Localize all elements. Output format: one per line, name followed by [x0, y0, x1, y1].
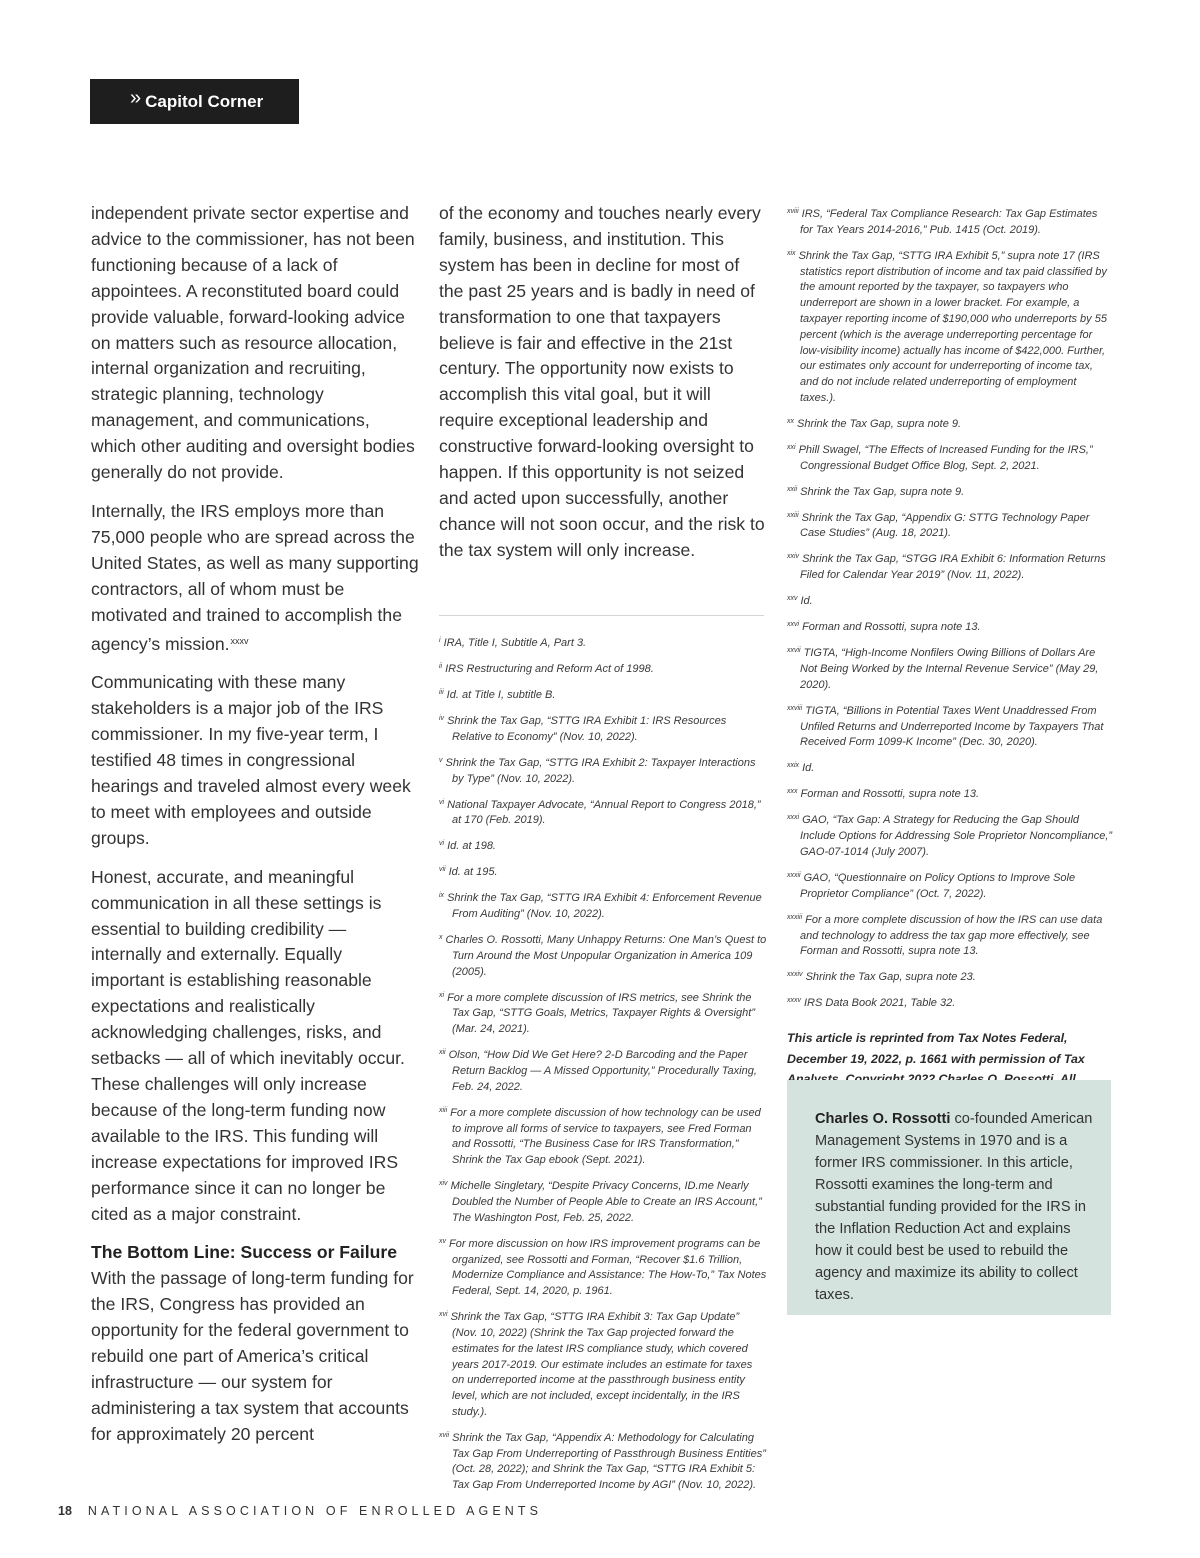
body-paragraph: [91, 201, 419, 486]
page-footer: [58, 1501, 542, 1521]
section-tag-label: Capitol Corner: [145, 91, 264, 111]
reprint-notice: This article is reprinted from Tax Notes Federal, December 19, 2022, p. 1661 with permission of Tax: [787, 1031, 1085, 1066]
footnote-marker: x: [439, 934, 443, 942]
footnote-text: Shrink the Tax Gap, supra note 9.: [800, 485, 965, 498]
footnote-marker: xxxv: [787, 997, 801, 1005]
footnote: [439, 633, 767, 652]
footnote-text: Id. at 195.: [448, 866, 498, 879]
footnote-marker: xxiv: [787, 553, 800, 561]
footnote: [787, 591, 1113, 610]
footnote-text: Shrink the Tax Gap, “STGG IRA Exhibit 6: Information Returns Filed for Calendar Year 2019” (Nov. 11, 2022).: [800, 553, 1106, 582]
footnote-marker: iii: [439, 688, 444, 696]
footnote-marker: xxxii: [787, 871, 801, 879]
footnote-text: Shrink the Tax Gap, “Appendix A: Methodology for Calculating Tax Gap From Underreporting of Passthrough Business Entities” (Oct. 28, 2022); and Shrink the Tax Gap, “STTG IRA Exhibit 5: Tax Gap From Underreported Income by AGI” (Nov. 10, 2022).: [452, 1431, 766, 1492]
footnote: [787, 784, 1113, 803]
footnote: [787, 868, 1113, 903]
footnote-text: Shrink the Tax Gap, “STTG IRA Exhibit 3: Tax Gap Update” (Nov. 10, 2022) (Shrink the Tax Gap projected forward the estimates for the latest IRS compliance study, which covered years 2017-2019. Our estimate includes an estimate for taxes on underreported income at the passthrough business entity level, which are not included, except incidentally, in the IRS study.).: [450, 1311, 753, 1418]
footnote: [439, 862, 767, 881]
footnote-marker: ii: [439, 662, 443, 670]
paragraph-text: Communicating with these many stakeholders is a major job of the IRS commissioner. In my five-year term, I testified 48 times in congressional hearings and traveled almost every week to meet with employees and outside groups.: [91, 672, 411, 848]
author-bio-box: [787, 1080, 1111, 1315]
footnote-marker: xxviii: [787, 704, 803, 712]
footnote: [439, 1045, 767, 1095]
footnote-text: Olson, “How Did We Get Here? 2-D Barcoding and the Paper Return Backlog — A Missed Opportunity,” Procedurally Taxing, Feb. 24, 2022.: [448, 1049, 757, 1093]
footnote-text: Forman and Rossotti, supra note 13.: [800, 788, 980, 801]
body-paragraph: [91, 865, 419, 1228]
footnotes-list-1: [439, 633, 767, 1501]
footnote: [787, 549, 1113, 584]
footnote-text: Shrink the Tax Gap, “STTG IRA Exhibit 2: Taxpayer Interactions by Type” (Nov. 10, 2022).: [445, 756, 756, 785]
footnote: [439, 711, 767, 746]
footnote-marker: vi: [439, 840, 445, 848]
footnote: [439, 1103, 767, 1169]
footnote-marker: xv: [439, 1237, 446, 1245]
footnote-text: Michelle Singletary, “Despite Privacy Concerns, ID.me Nearly Doubled the Number of People Able to Create an IRS Account,” The Washington Post, Feb. 25, 2022.: [450, 1180, 762, 1224]
footnote-marker: i: [439, 637, 441, 644]
section-tag: [90, 79, 299, 124]
footnote-text: Id.: [802, 762, 815, 775]
paragraph-text: independent private sector expertise and advice to the commissioner, has not been functioning because of a lack of appointees. A reconstituted board could provide valuable, forward-looking advice on matters such as resource allocation, internal organization and recruiting, strategic planning, technology management, and communications, which other auditing and oversight bodies generally do not provide.: [91, 203, 415, 483]
footnote: [439, 1428, 767, 1494]
footnote: [439, 836, 767, 855]
footnote-marker: iv: [439, 714, 445, 722]
footnote: [787, 246, 1113, 407]
footnote-text: Forman and Rossotti, supra note 13.: [802, 621, 981, 634]
publication-name: NATIONAL ASSOCIATION OF ENROLLED AGENTS: [87, 1504, 543, 1518]
footnote-reference: xxxv: [230, 635, 249, 646]
author-name: Charles O. Rossotti: [815, 1111, 951, 1127]
footnote: [439, 1176, 767, 1226]
footnote-marker: xxx: [787, 788, 798, 796]
footnote-marker: ix: [439, 892, 445, 900]
footnote-text: For a more complete discussion of how the IRS can use data and technology to address the tax gap more effectively, see Forman and Rossotti, supra note 13.: [800, 913, 1103, 958]
footnote: [787, 617, 1113, 636]
footnote-marker: xii: [439, 1049, 446, 1057]
page-number: 18: [58, 1504, 72, 1518]
footnote: [439, 1234, 767, 1300]
footnote-text: IRS, “Federal Tax Compliance Research: Tax Gap Estimates for Tax Years 2014-2016,” Pub. 1415 (Oct. 2019).: [800, 208, 1098, 236]
footnote-divider: [439, 615, 764, 616]
footnote: [787, 701, 1113, 751]
footnote: [787, 967, 1113, 986]
paragraph-text: With the passage of long-term funding for the IRS, Congress has provided an opportunity for the federal government to rebuild one part of America’s critical infrastructure — our system for administering a tax system that accounts for approximately 20 percent: [91, 1268, 414, 1444]
footnote-marker: xxv: [787, 595, 798, 603]
footnote-text: IRS Restructuring and Reform Act of 1998.: [445, 662, 654, 675]
footnote: [787, 414, 1113, 433]
footnote-text: For more discussion on how IRS improvement programs can be organized, see Rossotti and Forman, “Recover $1.6 Trillion, Modernize Compliance and Assistance: The How-To,” Tax Notes Federal, Sept. 14, 2020, p. 1961.: [449, 1237, 767, 1298]
footnote: [439, 659, 767, 678]
footnotes-column-3: [787, 204, 1113, 1110]
footnote: [787, 643, 1113, 693]
footnote: [439, 930, 767, 980]
footnote-marker: xiv: [439, 1180, 448, 1188]
footnote: [787, 993, 1113, 1012]
footnote-marker: xxiii: [787, 511, 799, 519]
body-paragraph: [91, 670, 419, 851]
footnote: [439, 685, 767, 704]
footnote-text: National Taxpayer Advocate, “Annual Report to Congress 2018,” at 170 (Feb. 2019).: [447, 798, 761, 827]
footnote-text: Charles O. Rossotti, Many Unhappy Returns: One Man’s Quest to Turn Around the Most Unpopular Organization in America 109 (2005).: [445, 934, 767, 978]
footnote-marker: xx: [787, 417, 794, 425]
footnote-marker: v: [439, 756, 443, 764]
footnote-marker: xxix: [787, 762, 800, 770]
footnote-marker: xxii: [787, 485, 798, 493]
footnote: [787, 440, 1113, 475]
body-paragraph: [439, 201, 767, 564]
footnote-marker: xxxiv: [787, 971, 803, 979]
footnote-marker: vi: [439, 798, 445, 806]
footnote: [787, 910, 1113, 960]
footnotes-list-2: [787, 204, 1113, 1012]
footnote-text: For a more complete discussion of how technology can be used to improve all forms of service to taxpayers, see Fred Forman and Rossotti, “The Business Case for IRS Transformation,” Shrink the Tax Gap ebook (Sept. 2021).: [450, 1106, 761, 1167]
footnote-text: Shrink the Tax Gap, “STTG IRA Exhibit 1: IRS Resources Relative to Economy” (Nov. 10, 2022).: [447, 714, 727, 743]
footnote-text: IRA, Title I, Subtitle A, Part 3.: [443, 637, 587, 649]
footnote-marker: xi: [439, 991, 445, 999]
footnote-text: Phill Swagel, “The Effects of Increased Funding for the IRS,” Congressional Budget Office Blog, Sept. 2, 2021.: [798, 443, 1093, 472]
footnote-marker: vii: [439, 866, 446, 874]
footnote-text: TIGTA, “Billions in Potential Taxes Went Unaddressed From Unfiled Returns and Underreported Income by Taxpayers That Received Form 1099-K Income” (Dec. 30, 2020).: [800, 704, 1104, 749]
footnote-marker: xxvi: [787, 621, 800, 629]
author-bio-text: co-founded American Management Systems in 1970 and is a former IRS commissioner. In this article, Rossotti examines the long-term and substantial funding provided for the IRS in the Inflation Reduction Act and explains how it could best be used to rebuild the agency and maximize its ability to collect taxes.: [815, 1111, 1093, 1303]
paragraph-text: Honest, accurate, and meaningful communication in all these settings is essential to building credibility — internally and externally. Equally important is establishing reasonable expectations and realistically acknowledging challenges, risks, and setbacks — all of which inevitably occur. These challenges will only increase because of the long-term funding now available to the IRS. This funding will increase expectations for improved IRS performance since it can no longer be cited as a major constraint.: [91, 866, 405, 1224]
footnote-marker: xiii: [439, 1106, 448, 1114]
footnote: [787, 204, 1113, 239]
footnote-marker: xvii: [439, 1431, 450, 1439]
footnote-marker: xxxiii: [787, 913, 803, 921]
article-column-2: [439, 201, 767, 577]
footnote-marker: xix: [787, 249, 796, 257]
section-heading: [91, 1240, 419, 1266]
footnote: [439, 988, 767, 1038]
footnote-text: Shrink the Tax Gap, “Appendix G: STTG Technology Paper Case Studies” (Aug. 18, 2021).: [800, 511, 1090, 540]
footnote-text: TIGTA, “High-Income Nonfilers Owing Billions of Dollars Are Not Being Worked by the Internal Revenue Service” (May 29, 2020).: [800, 647, 1099, 691]
article-column-1: [91, 201, 419, 1461]
footnote-text: Shrink the Tax Gap, supra note 9.: [797, 417, 962, 430]
heading-text: The Bottom Line: Success or Failure: [91, 1242, 397, 1263]
footnote-marker: xviii: [787, 208, 799, 215]
footnote: [787, 482, 1113, 501]
footnote-marker: xvi: [439, 1311, 448, 1319]
footnote-marker: xxxi: [787, 814, 800, 822]
footnote-text: Id. at 198.: [447, 840, 496, 853]
footnote-text: Shrink the Tax Gap, supra note 23.: [805, 971, 976, 984]
footnote-text: GAO, “Tax Gap: A Strategy for Reducing the Gap Should Include Options for Addressing Sole Proprietor Noncompliance,” GAO-07-1014 (July 2007).: [800, 814, 1113, 858]
footnote-text: Shrink the Tax Gap, “STTG IRA Exhibit 5,” supra note 17 (IRS statistics report distribution of income and tax paid classified by the amount reported by the taxpayer, so taxpayers who underreport are shown in a lower bracket. For example, a taxpayer reporting income of $190,000 who underreports by 55 percent (which is the average underreporting percentage for low-visibility income) actually has income of $422,000. Further, our estimates only account for underreporting of income tax, and do not include related underreporting of employment taxes.).: [798, 249, 1107, 404]
footnote-marker: xxvii: [787, 647, 801, 655]
footnote-text: IRS Data Book 2021, Table 32.: [804, 997, 956, 1010]
footnote: [787, 508, 1113, 543]
paragraph-text: Internally, the IRS employs more than 75,000 people who are spread across the United States, as well as many supporting contractors, all of whom must be motivated and trained to accomplish the agency’s mission.: [91, 500, 419, 654]
footnote-text: GAO, “Questionnaire on Policy Options to Improve Sole Proprietor Compliance” (Oct. 7, 2022).: [800, 871, 1076, 900]
footnote: [787, 758, 1113, 777]
body-paragraph: [91, 1266, 419, 1447]
paragraph-text: of the economy and touches nearly every family, business, and institution. This system has been in decline for most of the past 25 years and is badly in need of transformation to one that taxpayers believe is fair and effective in the 21st century. The opportunity now exists to accomplish this vital goal, but it will require exceptional leadership and constructive forward-looking oversight to happen. If this opportunity is not seized and acted upon successfully, another chance will not soon occur, and the risk to the tax system will only increase.: [439, 203, 765, 560]
footnote: [439, 795, 767, 830]
footnote: [439, 888, 767, 923]
footnote: [439, 1307, 767, 1421]
footnote: [439, 753, 767, 788]
double-chevron-icon: »: [130, 87, 142, 109]
footnote: [787, 810, 1113, 860]
footnote-text: Id.: [800, 595, 813, 608]
footnote-text: Shrink the Tax Gap, “STTG IRA Exhibit 4: Enforcement Revenue From Auditing” (Nov. 10, 2022).: [447, 892, 762, 921]
body-paragraph: [91, 499, 419, 657]
footnote-marker: xxi: [787, 443, 796, 451]
footnote-text: Id. at Title I, subtitle B.: [446, 688, 556, 701]
footnote-text: For a more complete discussion of IRS metrics, see Shrink the Tax Gap, “STTG Goals, Metrics, Taxpayer Rights & Oversight” (Mar. 24, 2021).: [447, 991, 756, 1036]
